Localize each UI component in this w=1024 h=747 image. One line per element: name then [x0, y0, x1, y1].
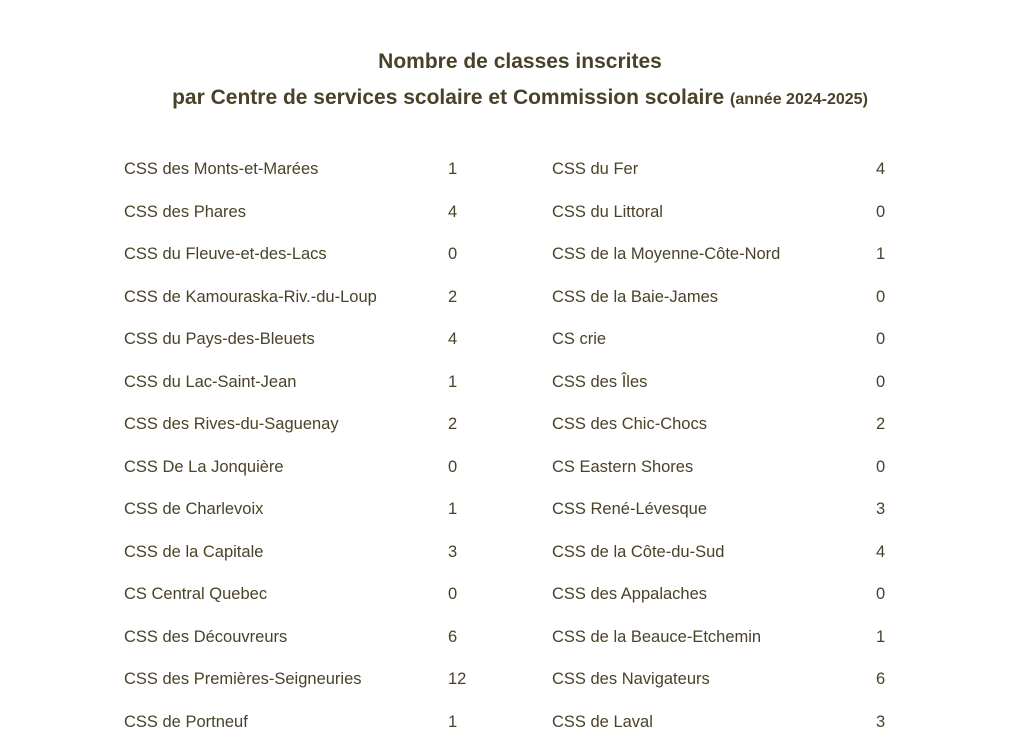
right-name: CSS des Navigateurs	[552, 670, 710, 688]
left-count: 2	[448, 415, 458, 433]
right-name: CSS de la Moyenne-Côte-Nord	[552, 245, 781, 263]
left-name: CSS du Pays-des-Bleuets	[124, 330, 315, 348]
right-name: CSS de Laval	[552, 712, 653, 731]
left-count: 0	[448, 585, 458, 603]
left-name: CSS de la Capitale	[124, 542, 264, 561]
right-name: CSS René-Lévesque	[552, 500, 708, 518]
left-name: CS Central Quebec	[124, 585, 268, 603]
table-row	[0, 701, 1024, 744]
table-row	[0, 148, 1024, 191]
left-count: 1	[448, 712, 458, 731]
left-name: CSS des Phares	[124, 202, 246, 221]
left-count: 1	[448, 160, 458, 178]
left-count: 4	[448, 202, 458, 221]
left-name: CSS des Découvreurs	[124, 627, 288, 646]
table-row	[0, 276, 1024, 319]
left-name: CSS du Lac-Saint-Jean	[124, 372, 297, 391]
left-name: CSS des Rives-du-Saguenay	[124, 415, 339, 433]
right-name: CS Eastern Shores	[552, 457, 694, 476]
right-name: CSS du Littoral	[552, 202, 663, 221]
right-count: 3	[876, 500, 886, 518]
right-count: 6	[876, 670, 886, 688]
table-row	[0, 616, 1024, 659]
document-title	[0, 44, 1024, 118]
right-name: CSS de la Côte-du-Sud	[552, 542, 725, 561]
table-row	[0, 446, 1024, 489]
class-count-table	[0, 148, 1024, 743]
right-name: CSS des Appalaches	[552, 585, 708, 603]
right-count: 0	[876, 372, 886, 391]
right-name: CSS des Chic-Chocs	[552, 415, 707, 433]
right-count: 0	[876, 457, 886, 476]
right-count: 0	[876, 287, 886, 306]
left-name: CSS de Charlevoix	[124, 500, 264, 518]
right-name: CS crie	[552, 330, 607, 348]
left-count: 6	[448, 627, 458, 646]
title-year: (année 2024-2025)	[730, 91, 868, 108]
title-line-2	[0, 80, 1024, 118]
right-count: 4	[876, 542, 886, 561]
table-row	[0, 531, 1024, 574]
table-row	[0, 361, 1024, 404]
title-line-1: Nombre de classes inscrites	[378, 50, 662, 73]
table-row	[0, 488, 1024, 531]
table-row	[0, 233, 1024, 276]
left-name: CSS des Monts-et-Marées	[124, 160, 319, 178]
right-count: 0	[876, 330, 886, 348]
left-count: 0	[448, 245, 458, 263]
right-name: CSS de la Baie-James	[552, 287, 718, 306]
left-count: 1	[448, 500, 458, 518]
table-row	[0, 191, 1024, 234]
right-count: 0	[876, 202, 886, 221]
right-count: 1	[876, 627, 886, 646]
table-row	[0, 658, 1024, 701]
right-count: 2	[876, 415, 886, 433]
title-line-2-text: par Centre de services scolaire et Commission scolaire	[172, 86, 725, 109]
right-name: CSS du Fer	[552, 160, 639, 178]
table-row	[0, 318, 1024, 361]
left-count: 12	[448, 670, 467, 688]
left-name: CSS du Fleuve-et-des-Lacs	[124, 245, 327, 263]
left-name: CSS de Kamouraska-Riv.-du-Loup	[124, 287, 377, 306]
table-row	[0, 403, 1024, 446]
right-name: CSS des Îles	[552, 372, 648, 391]
left-name: CSS De La Jonquière	[124, 457, 284, 476]
right-count: 0	[876, 585, 886, 603]
left-count: 4	[448, 330, 458, 348]
right-count: 3	[876, 712, 886, 731]
right-count: 1	[876, 245, 886, 263]
left-count: 0	[448, 457, 458, 476]
right-count: 4	[876, 160, 886, 178]
left-count: 1	[448, 372, 458, 391]
left-count: 2	[448, 287, 458, 306]
left-name: CSS de Portneuf	[124, 712, 248, 731]
left-name: CSS des Premières-Seigneuries	[124, 670, 362, 688]
right-name: CSS de la Beauce-Etchemin	[552, 627, 762, 646]
table-row	[0, 573, 1024, 616]
left-count: 3	[448, 542, 458, 561]
